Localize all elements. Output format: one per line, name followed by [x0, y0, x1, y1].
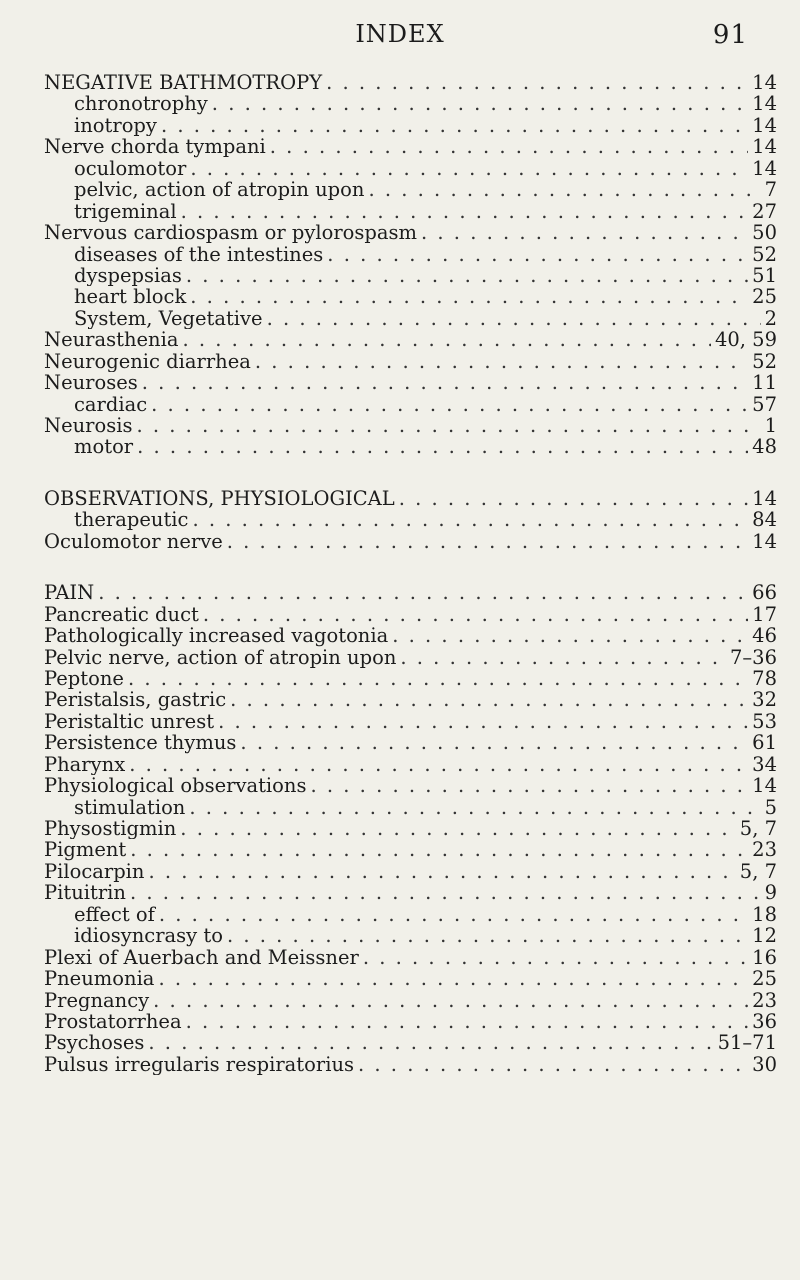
dot-leader: [136, 415, 760, 436]
entry-pages: 5: [764, 796, 777, 818]
index-entry: [44, 136, 777, 157]
entry-pages: 14: [752, 487, 777, 510]
dot-leader: [128, 668, 748, 689]
entry-term: Peptone: [44, 667, 124, 690]
entry-term: Nervous cardiospasm or pylorospasm: [44, 222, 417, 244]
index-section: [44, 72, 777, 458]
entry-pages: 18: [752, 903, 777, 926]
index-entry: [44, 689, 777, 710]
entry-term: chronotrophy: [74, 93, 208, 115]
index-subentry: [44, 115, 777, 136]
dot-leader: [203, 604, 748, 625]
index-entry: [44, 1054, 777, 1075]
entry-pages: 84: [752, 509, 777, 531]
entry-term: PAIN: [44, 582, 95, 604]
index-entry: [44, 1032, 777, 1053]
dot-leader: [186, 265, 748, 286]
dot-leader: [181, 201, 749, 222]
entry-term: Physostigmin: [44, 818, 177, 840]
dot-leader: [192, 509, 748, 530]
dot-leader: [158, 968, 748, 989]
entry-pages: 14: [752, 136, 777, 158]
dot-leader: [358, 1054, 748, 1075]
entry-term: Plexi of Auerbach and Meissner: [44, 946, 359, 969]
entry-term: Pilocarpin: [44, 860, 145, 883]
dot-leader: [151, 394, 748, 415]
entry-term: heart block: [74, 286, 187, 308]
entry-pages: 14: [752, 530, 777, 553]
entry-term: Psychoses: [44, 1032, 145, 1054]
entry-pages: 16: [752, 946, 777, 969]
entry-pages: 51–71: [717, 1032, 777, 1054]
dot-leader: [186, 1011, 749, 1032]
index-entry: [44, 861, 777, 882]
entry-term: Neuroses: [44, 372, 138, 394]
page-number: 91: [712, 20, 748, 50]
dot-leader: [327, 244, 748, 265]
entry-term: Pharynx: [44, 753, 126, 776]
entry-term: Prostatorrhea: [44, 1010, 182, 1033]
index-subentry: [44, 509, 777, 530]
index-entry: [44, 222, 777, 243]
dot-leader: [148, 861, 735, 882]
entry-pages: 36: [752, 1010, 777, 1033]
entry-term: dyspepsias: [74, 264, 182, 287]
dot-leader: [159, 904, 748, 925]
index-entry: [44, 647, 777, 668]
index-entry: [44, 625, 777, 646]
index-entry: [44, 732, 777, 753]
entry-term: Neurogenic diarrhea: [44, 350, 251, 373]
entry-term: Peristaltic unrest: [44, 710, 215, 733]
index-entry: [44, 754, 777, 775]
entry-pages: 5, 7: [739, 860, 777, 883]
entry-term: Pathologically increased vagotonia: [44, 625, 389, 647]
entry-pages: 23: [752, 839, 777, 861]
dot-leader: [190, 286, 748, 307]
entry-pages: 52: [752, 350, 777, 373]
entry-term: Physiological observations: [44, 775, 307, 797]
entry-pages: 46: [752, 625, 777, 647]
entry-pages: 51: [752, 264, 777, 287]
dot-leader: [240, 732, 748, 753]
entry-pages: 2: [764, 307, 777, 330]
entry-term: Persistence thymus: [44, 732, 237, 754]
entry-pages: 48: [752, 436, 777, 458]
index-entry: [44, 775, 777, 796]
entry-pages: 25: [752, 286, 777, 308]
entry-pages: 25: [752, 968, 777, 990]
entry-term: Oculomotor nerve: [44, 530, 223, 553]
index-entry: [44, 582, 777, 603]
dot-leader: [270, 136, 748, 157]
index-entry: [44, 839, 777, 860]
entry-term: Peristalsis, gastric: [44, 689, 227, 711]
index-subentry: [44, 265, 777, 286]
dot-leader: [98, 582, 748, 603]
entry-pages: 40, 59: [714, 329, 777, 351]
index-entry: [44, 818, 777, 839]
index-subentry: [44, 179, 777, 200]
entry-term: Pancreatic duct: [44, 603, 199, 626]
entry-pages: 53: [752, 710, 777, 733]
index-entry: [44, 604, 777, 625]
entry-pages: 14: [752, 157, 777, 180]
entry-term: OBSERVATIONS, PHYSIOLOGICAL: [44, 487, 395, 510]
entry-term: diseases of the intestines: [74, 243, 324, 265]
dot-leader: [190, 158, 748, 179]
entry-pages: 7–36: [730, 646, 777, 668]
entry-term: Neurosis: [44, 415, 133, 437]
entry-pages: 61: [752, 732, 777, 754]
dot-leader: [218, 711, 748, 732]
dot-leader: [129, 754, 748, 775]
running-head: [0, 20, 800, 54]
entry-pages: 23: [752, 989, 777, 1011]
entry-pages: 11: [752, 372, 777, 394]
entry-term: Pulsus irregularis respiratorius: [44, 1053, 355, 1076]
dot-leader: [400, 647, 726, 668]
dot-leader: [212, 93, 748, 114]
dot-leader: [227, 531, 748, 552]
entry-pages: 14: [752, 114, 777, 137]
index-entry: [44, 329, 777, 350]
entry-term: Neurasthenia: [44, 329, 179, 351]
entry-term: therapeutic: [74, 509, 189, 531]
dot-leader: [267, 308, 761, 329]
entry-pages: 14: [752, 72, 777, 94]
index-entry: [44, 72, 777, 93]
index-entry: [44, 882, 777, 903]
entry-pages: 27: [752, 200, 777, 223]
index-entry: [44, 668, 777, 689]
entry-term: stimulation: [74, 796, 186, 818]
index-subentry: [44, 904, 777, 925]
entry-term: System, Vegetative: [74, 307, 263, 330]
index-subentry: [44, 394, 777, 415]
index-entry: [44, 372, 777, 393]
entry-pages: 32: [752, 689, 777, 711]
entry-term: cardiac: [74, 393, 148, 415]
dot-leader: [399, 488, 748, 509]
dot-leader: [180, 818, 735, 839]
index-entry: [44, 947, 777, 968]
index-subentry: [44, 925, 777, 946]
dot-leader: [153, 990, 748, 1011]
dot-leader: [227, 925, 748, 946]
index-entry: [44, 711, 777, 732]
dot-leader: [255, 351, 748, 372]
entry-pages: 78: [752, 667, 777, 690]
entry-pages: 66: [752, 582, 777, 604]
entry-pages: 5, 7: [739, 818, 777, 840]
index-subentry: [44, 201, 777, 222]
dot-leader: [130, 839, 748, 860]
entry-term: motor: [74, 436, 134, 458]
dot-leader: [142, 372, 748, 393]
dot-leader: [421, 222, 748, 243]
entry-term: Pigment: [44, 839, 127, 861]
index-entry: [44, 1011, 777, 1032]
entry-term: NEGATIVE BATHMOTROPY: [44, 72, 323, 94]
dot-leader: [230, 689, 748, 710]
dot-leader: [368, 179, 760, 200]
dot-leader: [326, 72, 748, 93]
index-entry: [44, 351, 777, 372]
index-subentry: [44, 244, 777, 265]
entry-term: Pregnancy: [44, 989, 150, 1011]
entry-term: pelvic, action of atropin upon: [74, 179, 365, 201]
dot-leader: [137, 436, 748, 457]
dot-leader: [363, 947, 748, 968]
index-entry: [44, 488, 777, 509]
entry-term: inotropy: [74, 114, 157, 137]
index-section: [44, 582, 777, 1075]
dot-leader: [130, 882, 761, 903]
index-subentry: [44, 797, 777, 818]
entry-term: idiosyncrasy to: [74, 925, 223, 947]
entry-term: Pelvic nerve, action of atropin upon: [44, 646, 397, 668]
dot-leader: [182, 329, 710, 350]
entry-term: oculomotor: [74, 157, 187, 180]
entry-pages: 12: [752, 925, 777, 947]
index-entry: [44, 968, 777, 989]
entry-pages: 14: [752, 93, 777, 115]
index-subentry: [44, 93, 777, 114]
index-entry: [44, 531, 777, 552]
index-subentry: [44, 436, 777, 457]
entry-pages: 30: [752, 1053, 777, 1076]
dot-leader: [148, 1032, 713, 1053]
index-entry: [44, 990, 777, 1011]
entry-term: Nerve chorda tympani: [44, 136, 266, 158]
entry-pages: 52: [752, 243, 777, 265]
index-subentry: [44, 158, 777, 179]
entry-pages: 17: [752, 603, 777, 626]
entry-pages: 14: [752, 775, 777, 797]
entry-term: trigeminal: [74, 200, 177, 223]
entry-pages: 57: [752, 393, 777, 415]
running-title: INDEX: [355, 20, 445, 48]
dot-leader: [392, 625, 748, 646]
entry-term: Pneumonia: [44, 968, 155, 990]
entry-pages: 1: [764, 415, 777, 437]
entry-pages: 7: [764, 179, 777, 201]
dot-leader: [161, 115, 748, 136]
index-section: [44, 488, 777, 552]
entry-pages: 9: [764, 882, 777, 904]
index-entry: [44, 415, 777, 436]
index-subentry: [44, 286, 777, 307]
index-entries: [44, 72, 777, 1075]
entry-term: Pituitrin: [44, 882, 126, 904]
entry-term: effect of: [74, 903, 155, 926]
dot-leader: [310, 775, 748, 796]
dot-leader: [189, 797, 760, 818]
index-subentry: [44, 308, 777, 329]
entry-pages: 34: [752, 753, 777, 776]
entry-pages: 50: [752, 222, 777, 244]
